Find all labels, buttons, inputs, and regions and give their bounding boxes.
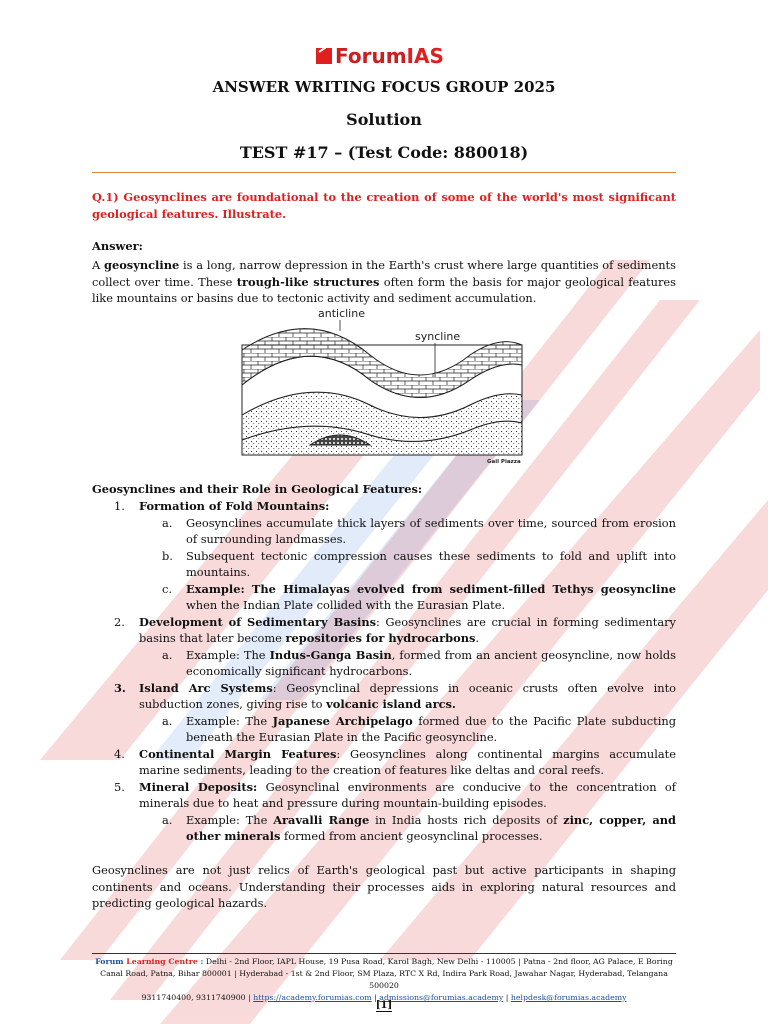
document-title: ANSWER WRITING FOCUS GROUP 2025 <box>212 78 556 96</box>
list-item: 4. Continental Margin Features: Geosynclines along continental margins accumulate marine sediments, leading to the creation of features like deltas and coral reefs. <box>114 746 676 777</box>
sub-item: a. Example: The Japanese Archipelago formed due to the Pacific Plate subducting beneath the Eurasian Plate in the Pacific geosyncline. <box>162 713 677 744</box>
footer-label: Forum Learning Centre : <box>95 957 204 966</box>
list-item: 3. Island Arc Systems: Geosynclinal depressions in oceanic crusts often evolve into subduction zones, giving rise to volcanic island arcs. <box>114 680 676 711</box>
page-number: [1] <box>375 1000 393 1011</box>
footer-divider <box>92 953 676 954</box>
forumias-logo <box>316 44 444 68</box>
sub-item: a. Example: The Aravalli Range in India hosts rich deposits of zinc, copper, and other minerals formed from ancient geosynclinal processes. <box>162 812 676 843</box>
list-item: 5. Mineral Deposits: Geosynclinal environments are conducive to the concentration of minerals due to heat and pressure during mountain-building episodes. <box>114 779 676 810</box>
question-text: Q.1) Geosynclines are foundational to the creation of some of the world's most significant geological features. Illustrate. <box>92 190 676 221</box>
sub-item: c. Example: The Himalayas evolved from sediment-filled Tethys geosyncline when the Indian Plate collided with the Eurasian Plate. <box>162 581 676 612</box>
sub-item: b. Subsequent tectonic compression causes these sediments to fold and uplift into mountains. <box>162 548 676 579</box>
syncline-label: syncline <box>415 330 461 343</box>
helpdesk-email-link[interactable]: helpdesk@forumias.academy <box>510 993 627 1002</box>
closing-paragraph: Geosynclines are not just relics of Earth's geological past but active participants in shaping continents and oceans. Understanding their processes aids in exploring natural resources and predicting geological hazards. <box>92 863 676 910</box>
admissions-email-link[interactable]: admissions@forumias.academy <box>379 993 504 1002</box>
header-divider <box>92 172 676 173</box>
list-item: 1. Formation of Fold Mountains: <box>114 499 330 513</box>
anticline-label: anticline <box>318 307 365 320</box>
logo-text: ForumIAS <box>335 44 444 68</box>
answer-intro: A geosyncline is a long, narrow depression in the Earth's crust where large quantities of sediments collect over time. These trough-like structures often form the basis for major geological features like mountains or basins due to tectonic activity and sediment accumulation. <box>92 258 676 305</box>
anticline-syncline-diagram <box>240 305 530 465</box>
logo-arrow-icon <box>316 48 332 64</box>
answer-label: Answer: <box>92 239 143 253</box>
section-title: Geosynclines and their Role in Geological Features: <box>92 482 423 496</box>
footer: Forum Learning Centre : Delhi - 2nd Floor, IAPL House, 19 Pusa Road, Karol Bagh, New Delhi - 110005 | Patna - 2nd floor, AG Palace, E Boring Canal Road, Patna, Bihar 800001 | Hyderabad - 1st & 2nd Floor, SM Plaza, RTC X Rd, Indira Park Road, Jawahar Nagar, Hyderabad, Telangana 500020 9311740400, 9311740900 | https://academy.forumias.com | admissions@forumias.academy | helpdesk@forumias.academy <box>95 957 673 1002</box>
list-item: 2. Development of Sedimentary Basins: Geosynclines are crucial in forming sedimentary basins that later become repositories for hydrocarbons. <box>114 614 676 645</box>
figure-credit: Gail Piazza <box>487 459 521 465</box>
test-code-heading: TEST #17 – (Test Code: 880018) <box>239 143 529 162</box>
academy-link[interactable]: https://academy.forumias.com <box>253 993 372 1002</box>
sub-item: a. Geosynclines accumulate thick layers of sediments over time, sourced from erosion of surrounding landmasses. <box>162 515 676 546</box>
features-list <box>92 498 676 845</box>
footer-addresses: Delhi - 2nd Floor, IAPL House, 19 Pusa Road, Karol Bagh, New Delhi - 110005 | Patna - 2nd floor, AG Palace, E Boring Canal Road, Patna, Bihar 800001 | Hyderabad - 1st & 2nd Floor, SM Plaza, RTC X Rd, Indira Park Road, Jawahar Nagar, Hyderabad, Telangana 500020 <box>100 957 673 990</box>
sub-item: a. Example: The Indus-Ganga Basin, formed from an ancient geosyncline, now holds economically significant hydrocarbons. <box>162 647 676 678</box>
document-subtitle: Solution <box>346 110 422 129</box>
footer-phones: 9311740400, 9311740900 <box>141 993 246 1002</box>
